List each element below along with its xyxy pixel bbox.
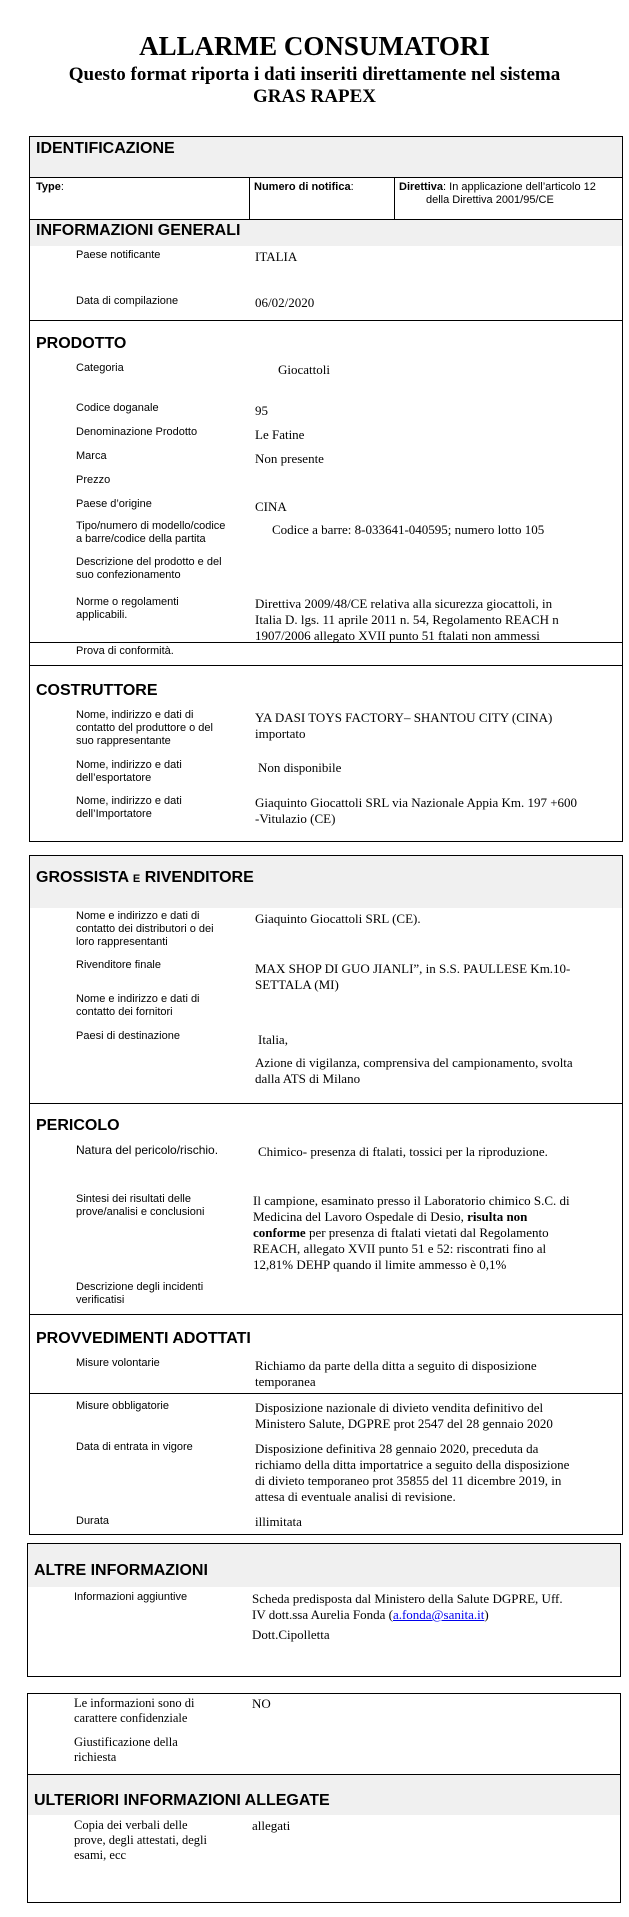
field-label-data-compilazione: Data di compilazione — [76, 295, 179, 307]
field-value-denominazione: Le Fatine — [255, 427, 305, 442]
section-heading-costruttore: COSTRUTTORE — [36, 682, 158, 699]
field-value-confidenziale: NO — [252, 1696, 271, 1711]
field-label-categoria: Categoria — [76, 362, 124, 374]
divider — [29, 642, 623, 643]
field-value-informazioni-aggiuntive: Scheda predisposta dal Ministero della Salute DGPRE, Uff. IV dott.ssa Aurelia Fonda (a.fonda@sanita.it) — [252, 1591, 563, 1622]
field-label-marca: Marca — [76, 450, 107, 462]
field-label-durata: Durata — [76, 1515, 110, 1527]
section-heading-pericolo: PERICOLO — [36, 1117, 120, 1134]
field-value-tipo-modello: Codice a barre: 8-033641-040595; numero lotto 105 — [272, 522, 545, 537]
field-label-esportatore: Nome, indirizzo e dati dell’esportatore — [76, 759, 182, 784]
field-value-paese-notificante: ITALIA — [255, 249, 298, 264]
numero-notifica-label: Numero di notifica: — [254, 181, 354, 193]
field-value-paese-origine: CINA — [255, 499, 287, 514]
field-label-incidenti: Descrizione degli incidenti verificatisi — [76, 1281, 204, 1306]
field-label-codice-doganale: Codice doganale — [76, 402, 159, 414]
section-heading-altre-informazioni: ALTRE INFORMAZIONI — [34, 1562, 208, 1579]
field-label-sintesi-risultati: Sintesi dei risultati delle prove/analisi e conclusioni — [76, 1193, 205, 1218]
field-label-rivenditore: Rivenditore finale — [76, 959, 161, 971]
page-subtitle-line1: Questo format riporta i dati inseriti direttamente nel sistema — [68, 64, 561, 85]
section-heading-informazioni-generali: INFORMAZIONI GENERALI — [36, 222, 241, 239]
divider — [29, 1103, 623, 1104]
field-value-durata: illimitata — [255, 1514, 302, 1529]
field-label-prova-conformita: Prova di conformità. — [76, 645, 174, 657]
field-value-norme: Direttiva 2009/48/CE relativa alla sicurezza giocattoli, in Italia D. lgs. 11 aprile 2011 n. 54, Regolamento REACH n 1907/2006 allegato XVII punto 51 ftalati non ammessi — [255, 596, 559, 643]
field-value-paesi-destinazione: Italia, — [258, 1032, 288, 1047]
field-label-paese-origine: Paese d’origine — [76, 498, 152, 510]
section-heading-prodotto: PRODOTTO — [36, 335, 127, 352]
direttiva-field: Direttiva: In applicazione dell’articolo 12 della Direttiva 2001/95/CE — [399, 181, 596, 206]
section-heading-identificazione: IDENTIFICAZIONE — [36, 140, 175, 157]
field-label-natura-pericolo: Natura del pericolo/rischio. — [76, 1143, 219, 1157]
field-value-importatore: Giaquinto Giocattoli SRL via Nazionale Appia Km. 197 +600 -Vitulazio (CE) — [255, 795, 578, 826]
field-label-informazioni-aggiuntive: Informazioni aggiuntive — [74, 1591, 188, 1603]
field-value-esportatore: Non disponibile — [258, 760, 342, 775]
field-label-importatore: Nome, indirizzo e dati dell’Importatore — [76, 795, 182, 820]
email-link[interactable]: a.fonda@sanita.it — [392, 1607, 485, 1622]
type-label: Type: — [36, 181, 64, 193]
field-value-codice-doganale: 95 — [255, 403, 268, 418]
field-label-produttore: Nome, indirizzo e dati di contatto del produttore o del suo rappresentante — [76, 709, 213, 747]
field-value-misure-volontarie: Richiamo da parte della ditta a seguito di disposizione temporanea — [255, 1358, 537, 1389]
field-value-natura-pericolo: Chimico- presenza di ftalati, tossici per la riproduzione. — [258, 1144, 548, 1159]
field-value-firma: Dott.Cipolletta — [252, 1627, 330, 1642]
field-label-misure-obbligatorie: Misure obbligatorie — [76, 1400, 169, 1412]
divider — [249, 177, 250, 219]
field-label-fornitori: Nome e indirizzo e dati di contatto dei fornitori — [76, 993, 200, 1018]
divider — [29, 177, 623, 178]
section-heading-ulteriori-informazioni: ULTERIORI INFORMAZIONI ALLEGATE — [34, 1792, 330, 1809]
field-value-azione-vigilanza: Azione di vigilanza, comprensiva del campionamento, svolta dalla ATS di Milano — [255, 1055, 573, 1086]
field-label-norme: Norme o regolamenti applicabili. — [76, 596, 179, 621]
field-label-misure-volontarie: Misure volontarie — [76, 1357, 160, 1369]
field-value-data-compilazione: 06/02/2020 — [255, 295, 315, 310]
divider — [29, 320, 623, 321]
field-value-data-entrata-vigore: Disposizione definitiva 28 gennaio 2020, preceduta da richiamo della ditta importatrice a seguito della disposizione di divieto temporaneo prot 35855 del 11 dicembre 2019, in attesa di eventuale analisi di revisione. — [255, 1441, 570, 1504]
divider — [29, 665, 623, 666]
divider — [29, 1393, 623, 1394]
divider — [29, 1314, 623, 1315]
section-heading-grossista: GROSSISTA E RIVENDITORE — [36, 869, 254, 886]
field-value-marca: Non presente — [255, 451, 324, 466]
section-heading-provvedimenti: PROVVEDIMENTI ADOTTATI — [36, 1330, 251, 1347]
field-label-tipo-modello: Tipo/numero di modello/codice a barre/codice della partita — [76, 520, 226, 545]
field-label-distributori: Nome e indirizzo e dati di contatto dei distributori o dei loro rappresentanti — [76, 910, 214, 948]
page-title: ALLARME CONSUMATORI — [139, 31, 490, 61]
field-value-distributori: Giaquinto Giocattoli SRL (CE). — [255, 911, 421, 926]
field-label-prezzo: Prezzo — [76, 474, 111, 486]
field-label-paesi-destinazione: Paesi di destinazione — [76, 1030, 180, 1042]
field-value-misure-obbligatorie: Disposizione nazionale di divieto vendita definitivo del Ministero Salute, DGPRE prot 2547 del 28 gennaio 2020 — [255, 1400, 553, 1431]
field-label-confidenziale: Le informazioni sono di carattere confidenziale — [74, 1696, 195, 1725]
field-label-descrizione: Descrizione del prodotto e del suo confezionamento — [76, 556, 222, 581]
divider — [394, 177, 395, 219]
field-value-categoria: Giocattoli — [278, 362, 330, 377]
field-value-produttore: YA DASI TOYS FACTORY– SHANTOU CITY (CINA) importato — [255, 710, 553, 741]
field-value-sintesi-risultati: Il campione, esaminato presso il Laboratorio chimico S.C. di Medicina del Lavoro Ospedale di Desio, risulta non conforme per presenza di ftalati vietati dal Regolamento REACH, allegato XVII punto 51 e 52: riscontrati fino al 12,81% DEHP quando il limite ammesso è 0,1% — [253, 1193, 570, 1272]
field-label-copia-verbali: Copia dei verbali delle prove, degli attestati, degli esami, ecc — [74, 1818, 207, 1862]
field-value-allegati: allegati — [252, 1818, 291, 1833]
field-label-data-entrata-vigore: Data di entrata in vigore — [76, 1441, 193, 1453]
field-label-giustificazione: Giustificazione della richiesta — [74, 1735, 178, 1764]
field-value-rivenditore: MAX SHOP DI GUO JIANLI”, in S.S. PAULLESE Km.10- SETTALA (MI) — [255, 961, 571, 992]
page-subtitle-line2: GRAS RAPEX — [253, 86, 376, 107]
field-label-paese-notificante: Paese notificante — [76, 249, 161, 261]
field-label-denominazione: Denominazione Prodotto — [76, 426, 198, 438]
